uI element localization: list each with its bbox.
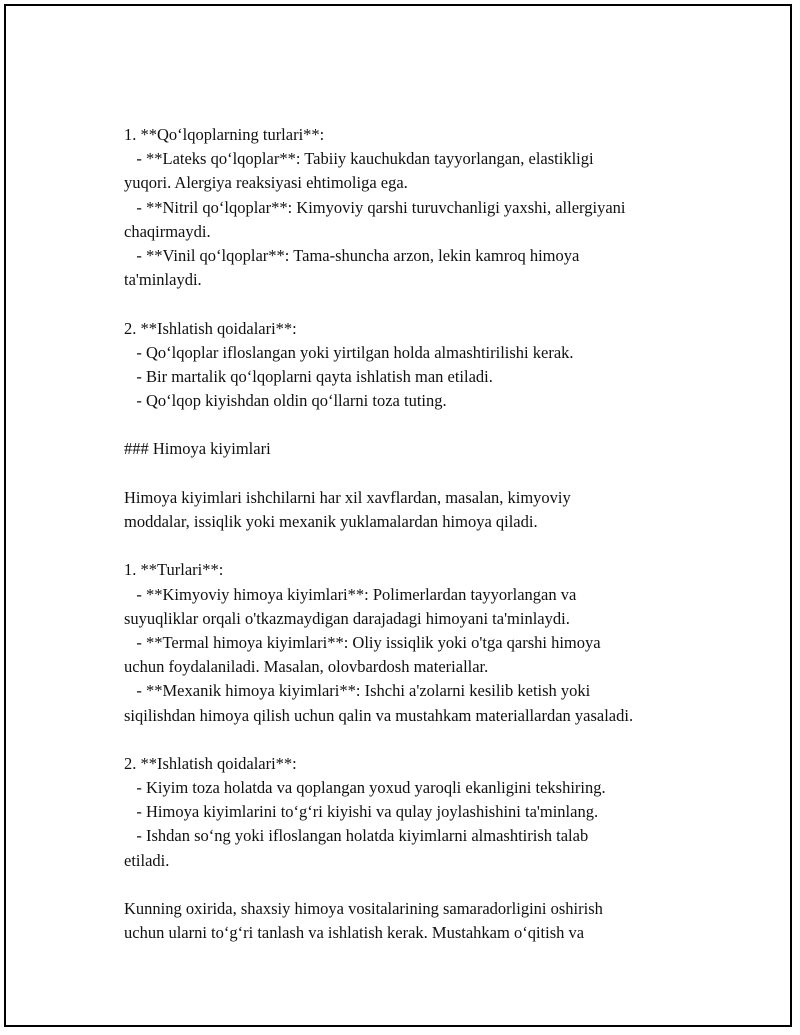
text-line: - **Mexanik himoya kiyimlari**: Ishchi a'zolarni kesilib ketish yoki bbox=[124, 681, 591, 701]
page-frame bbox=[4, 4, 792, 1027]
text-line: suyuqliklar orqali o'tkazmaydigan darajadagi himoyani ta'minlaydi. bbox=[124, 608, 570, 628]
text-line: - Himoya kiyimlarini to‘g‘ri kiyishi va qulay joylashishini ta'minlang. bbox=[124, 802, 599, 822]
text-line: yuqori. Alergiya reaksiyasi ehtimoliga ega. bbox=[124, 173, 408, 193]
text-line: uchun ularni to‘g‘ri tanlash va ishlatish kerak. Mustahkam o‘qitish va bbox=[124, 923, 585, 943]
text-line: Kunning oxirida, shaxsiy himoya vositalarining samaradorligini oshirish bbox=[124, 899, 603, 918]
text-line: 1. **Turlari**: bbox=[124, 560, 224, 580]
text-line: moddalar, issiqlik yoki mexanik yuklamalardan himoya qiladi. bbox=[124, 512, 538, 531]
text-line: 1. **Qo‘lqoplarning turlari**: bbox=[124, 125, 325, 144]
text-line: - Qo‘lqop kiyishdan oldin qo‘llarni toza tuting. bbox=[124, 391, 447, 411]
text-line: ### Himoya kiyimlari bbox=[124, 439, 271, 459]
blank-line bbox=[124, 462, 704, 486]
text-line: etiladi. bbox=[124, 850, 170, 870]
text-line: - Qo‘lqoplar ifloslangan yoki yirtilgan holda almashtirilishi kerak. bbox=[124, 342, 574, 362]
text-line: siqilishdan himoya qilish uchun qalin va mustahkam materiallardan yasaladi. bbox=[124, 705, 634, 725]
text-line: 2. **Ishlatish qoidalari**: bbox=[124, 753, 297, 773]
blank-line bbox=[124, 534, 704, 558]
text-line: - **Lateks qo‘lqoplar**: Tabiiy kauchukdan tayyorlangan, elastikligi bbox=[124, 149, 594, 169]
text-line: - **Vinil qo‘lqoplar**: Tama-shuncha arzon, lekin kamroq himoya bbox=[124, 245, 580, 265]
text-line: ta'minlaydi. bbox=[124, 270, 202, 290]
blank-line bbox=[124, 413, 704, 437]
text-line: 2. **Ishlatish qoidalari**: bbox=[124, 318, 297, 338]
text-line: - Kiyim toza holatda va qoplangan yoxud yaroqli ekanligini tekshiring. bbox=[124, 778, 606, 798]
blank-line bbox=[124, 873, 704, 897]
text-line: - **Termal himoya kiyimlari**: Oliy issiqlik yoki o'tga qarshi himoya bbox=[124, 632, 601, 652]
text-line: - **Nitril qo‘lqoplar**: Kimyoviy qarshi turuvchanligi yaxshi, allergiyani bbox=[124, 197, 626, 217]
blank-line bbox=[124, 728, 704, 752]
text-line: chaqirmaydi. bbox=[124, 221, 211, 241]
text-line: uchun foydalaniladi. Masalan, olovbardosh materiallar. bbox=[124, 657, 489, 677]
text-line: - **Kimyoviy himoya kiyimlari**: Polimerlardan tayyorlangan va bbox=[124, 584, 577, 604]
text-line: - Bir martalik qo‘lqoplarni qayta ishlatish man etiladi. bbox=[124, 366, 493, 386]
text-line: Himoya kiyimlari ishchilarni har xil xavflardan, masalan, kimyoviy bbox=[124, 487, 571, 507]
document-body bbox=[124, 123, 704, 945]
blank-line bbox=[124, 292, 704, 316]
text-line: - Ishdan so‘ng yoki ifloslangan holatda kiyimlarni almashtirish talab bbox=[124, 826, 589, 846]
